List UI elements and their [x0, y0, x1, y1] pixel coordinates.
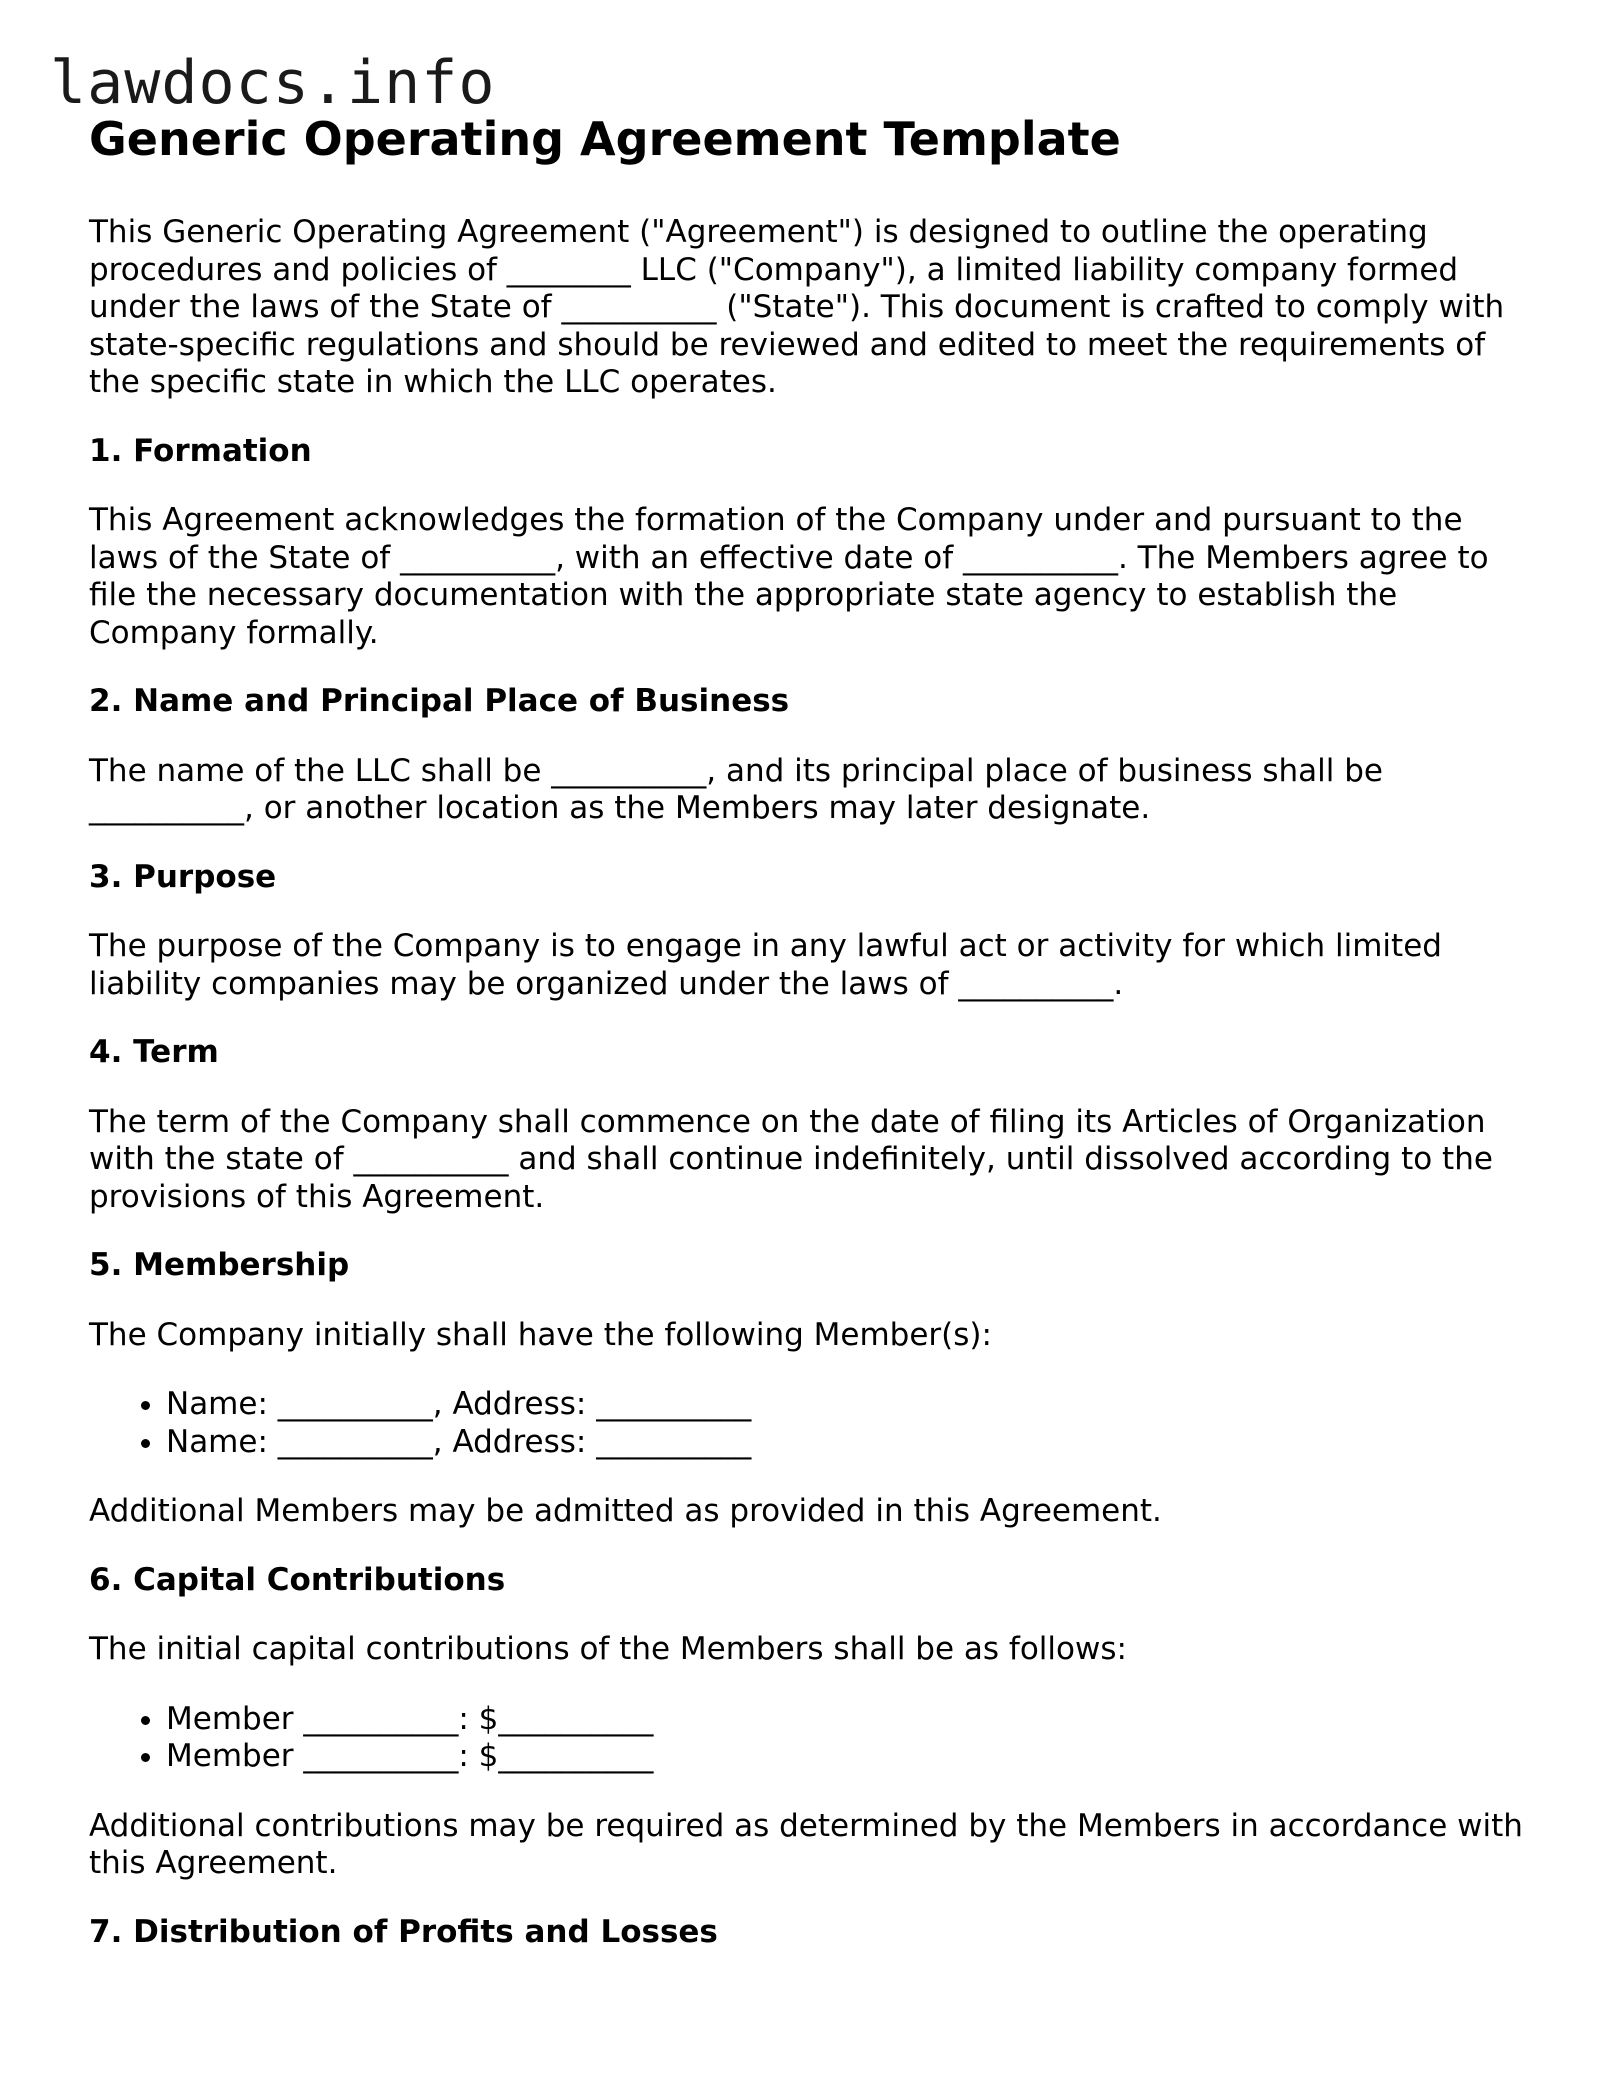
section-heading-capital: 6. Capital Contributions	[89, 1561, 506, 1598]
section-body-membership: The Company initially shall have the following Member(s):	[89, 1316, 992, 1353]
document-page	[89, 108, 1539, 1951]
section-body-purpose: The purpose of the Company is to engage in any lawful act or activity for which limited liability companies may be organized under the laws of __________.	[89, 928, 1442, 1002]
section-heading-term: 4. Term	[89, 1034, 219, 1070]
section-body-capital: The initial capital contributions of the Members shall be as follows:	[89, 1631, 1127, 1667]
intro-paragraph: This Generic Operating Agreement ("Agreement") is designed to outline the operating procedures and policies of ________ LLC ("Company"), a limited liability company formed under the laws of the State of __________ ("State"). This document is crafted to comply with state-specific regulations and should be reviewed and edited to meet the requirements of the specific state in which the LLC operates.	[89, 214, 1505, 400]
site-watermark: lawdocs.info	[50, 48, 496, 118]
membership-note: Additional Members may be admitted as provided in this Agreement.	[89, 1493, 1162, 1529]
list-item: • Name: __________, Address: __________	[166, 1386, 1539, 1424]
section-body-term: The term of the Company shall commence on the date of filing its Articles of Organization with the state of __________ and shall continue indefinitely, until dissolved according to the provisions of this Agreement.	[89, 1103, 1493, 1215]
contribution-list	[89, 1701, 1539, 1776]
capital-note: Additional contributions may be required as determined by the Members in accordance with this Agreement.	[89, 1807, 1523, 1881]
document-title: Generic Operating Agreement Template	[89, 112, 1121, 166]
section-heading-distribution: 7. Distribution of Profits and Losses	[89, 1913, 718, 1950]
list-item: • Member __________: $__________	[166, 1701, 1539, 1739]
list-item: • Member __________: $__________	[166, 1738, 1539, 1776]
section-heading-name: 2. Name and Principal Place of Business	[89, 683, 790, 719]
section-heading-purpose: 3. Purpose	[89, 858, 277, 895]
list-item: • Name: __________, Address: __________	[166, 1424, 1539, 1462]
section-heading-membership: 5. Membership	[89, 1247, 350, 1283]
section-body-name: The name of the LLC shall be __________, and its principal place of business shall be __________, or another location as the Members may later designate.	[89, 752, 1383, 826]
section-heading-formation: 1. Formation	[89, 432, 312, 469]
section-body-formation: This Agreement acknowledges the formation of the Company under and pursuant to the laws of the State of __________, with an effective date of __________. The Members agree to file the necessary documentation with the appropriate state agency to establish the Company formally.	[89, 502, 1489, 651]
member-list	[89, 1386, 1539, 1461]
